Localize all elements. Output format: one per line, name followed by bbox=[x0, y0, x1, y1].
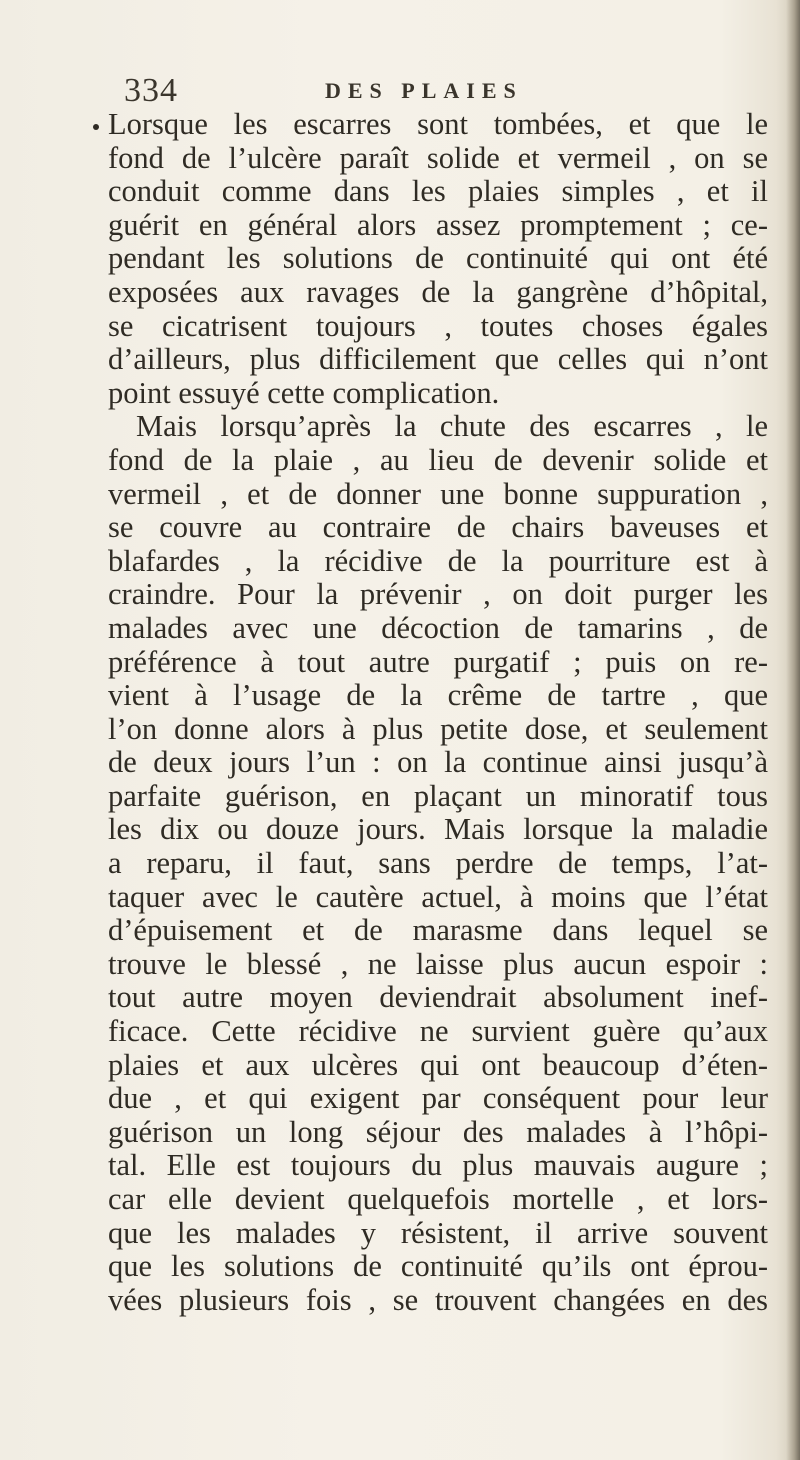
text-line: se cicatrisent toujours , toutes choses égales bbox=[108, 308, 768, 343]
text-line: que les malades y résistent, il arrive souvent bbox=[108, 1215, 768, 1250]
text-line: de deux jours l’un : on la continue ainsi jusqu’à bbox=[108, 745, 768, 780]
text-line: fond de l’ulcère paraît solide et vermeil , on se bbox=[108, 140, 768, 175]
text-line: vermeil , et de donner une bonne suppuration , bbox=[108, 476, 768, 511]
text-line: préférence à tout autre purgatif ; puis on re- bbox=[108, 644, 768, 679]
text-line: blafardes , la récidive de la pourriture est à bbox=[108, 543, 768, 578]
text-line: exposées aux ravages de la gangrène d’hôpital, bbox=[108, 274, 768, 309]
text-line: tout autre moyen deviendrait absolument inef- bbox=[108, 980, 768, 1015]
text-line: vées plusieurs fois , se trouvent changées en des bbox=[108, 1282, 768, 1317]
page-header bbox=[0, 72, 800, 112]
text-line: guérit en général alors assez promptement ; ce- bbox=[108, 207, 768, 242]
text-line: a reparu, il faut, sans perdre de temps, l’at- bbox=[108, 846, 768, 881]
text-line: plaies et aux ulcères qui ont beaucoup d’éten- bbox=[108, 1047, 768, 1082]
text-line: Mais lorsqu’après la chute des escarres , le bbox=[136, 409, 768, 444]
paragraph-mark bbox=[93, 124, 99, 130]
text-line: car elle devient quelquefois mortelle , et lors- bbox=[108, 1182, 768, 1216]
text-line: malades avec une décoction de tamarins , de bbox=[108, 610, 768, 645]
text-line: craindre. Pour la prévenir , on doit purger les bbox=[108, 577, 768, 612]
text-line: se couvre au contraire de chairs baveuses et bbox=[108, 510, 768, 545]
text-line: tal. Elle est toujours du plus mauvais augure ; bbox=[108, 1148, 768, 1183]
text-line: taquer avec le cautère actuel, à moins que l’état bbox=[108, 879, 768, 914]
text-line: l’on donne alors à plus petite dose, et seulement bbox=[108, 711, 768, 746]
text-line: d’ailleurs, plus difficilement que celles qui n’ont bbox=[108, 342, 768, 377]
text-line: due , et qui exigent par conséquent pour leur bbox=[108, 1081, 768, 1116]
text-line: Lorsque les escarres sont tombées, et que le bbox=[108, 107, 768, 141]
body-text bbox=[108, 108, 768, 1317]
text-line: ficace. Cette récidive ne survient guère qu’aux bbox=[108, 1014, 768, 1049]
text-line: guérison un long séjour des malades à l’hôpi- bbox=[108, 1114, 768, 1149]
running-head: DES PLAIES bbox=[325, 78, 523, 103]
text-line: que les solutions de continuité qu’ils ont éprou- bbox=[108, 1249, 768, 1284]
text-line: pendant les solutions de continuité qui ont été bbox=[108, 241, 768, 276]
page-edge-shadow bbox=[786, 0, 800, 1460]
text-line: parfaite guérison, en plaçant un minoratif tous bbox=[108, 778, 768, 813]
page-number: 334 bbox=[124, 72, 178, 109]
text-line: trouve le blessé , ne laisse plus aucun espoir : bbox=[108, 946, 768, 981]
text-line: les dix ou douze jours. Mais lorsque la maladie bbox=[108, 812, 768, 847]
text-line: fond de la plaie , au lieu de devenir solide et bbox=[108, 442, 768, 477]
text-line: conduit comme dans les plaies simples , et il bbox=[108, 174, 768, 209]
text-line: d’épuisement et de marasme dans lequel se bbox=[108, 913, 768, 948]
text-line: point essuyé cette complication. bbox=[108, 375, 500, 410]
text-line: vient à l’usage de la crême de tartre , que bbox=[108, 678, 768, 713]
